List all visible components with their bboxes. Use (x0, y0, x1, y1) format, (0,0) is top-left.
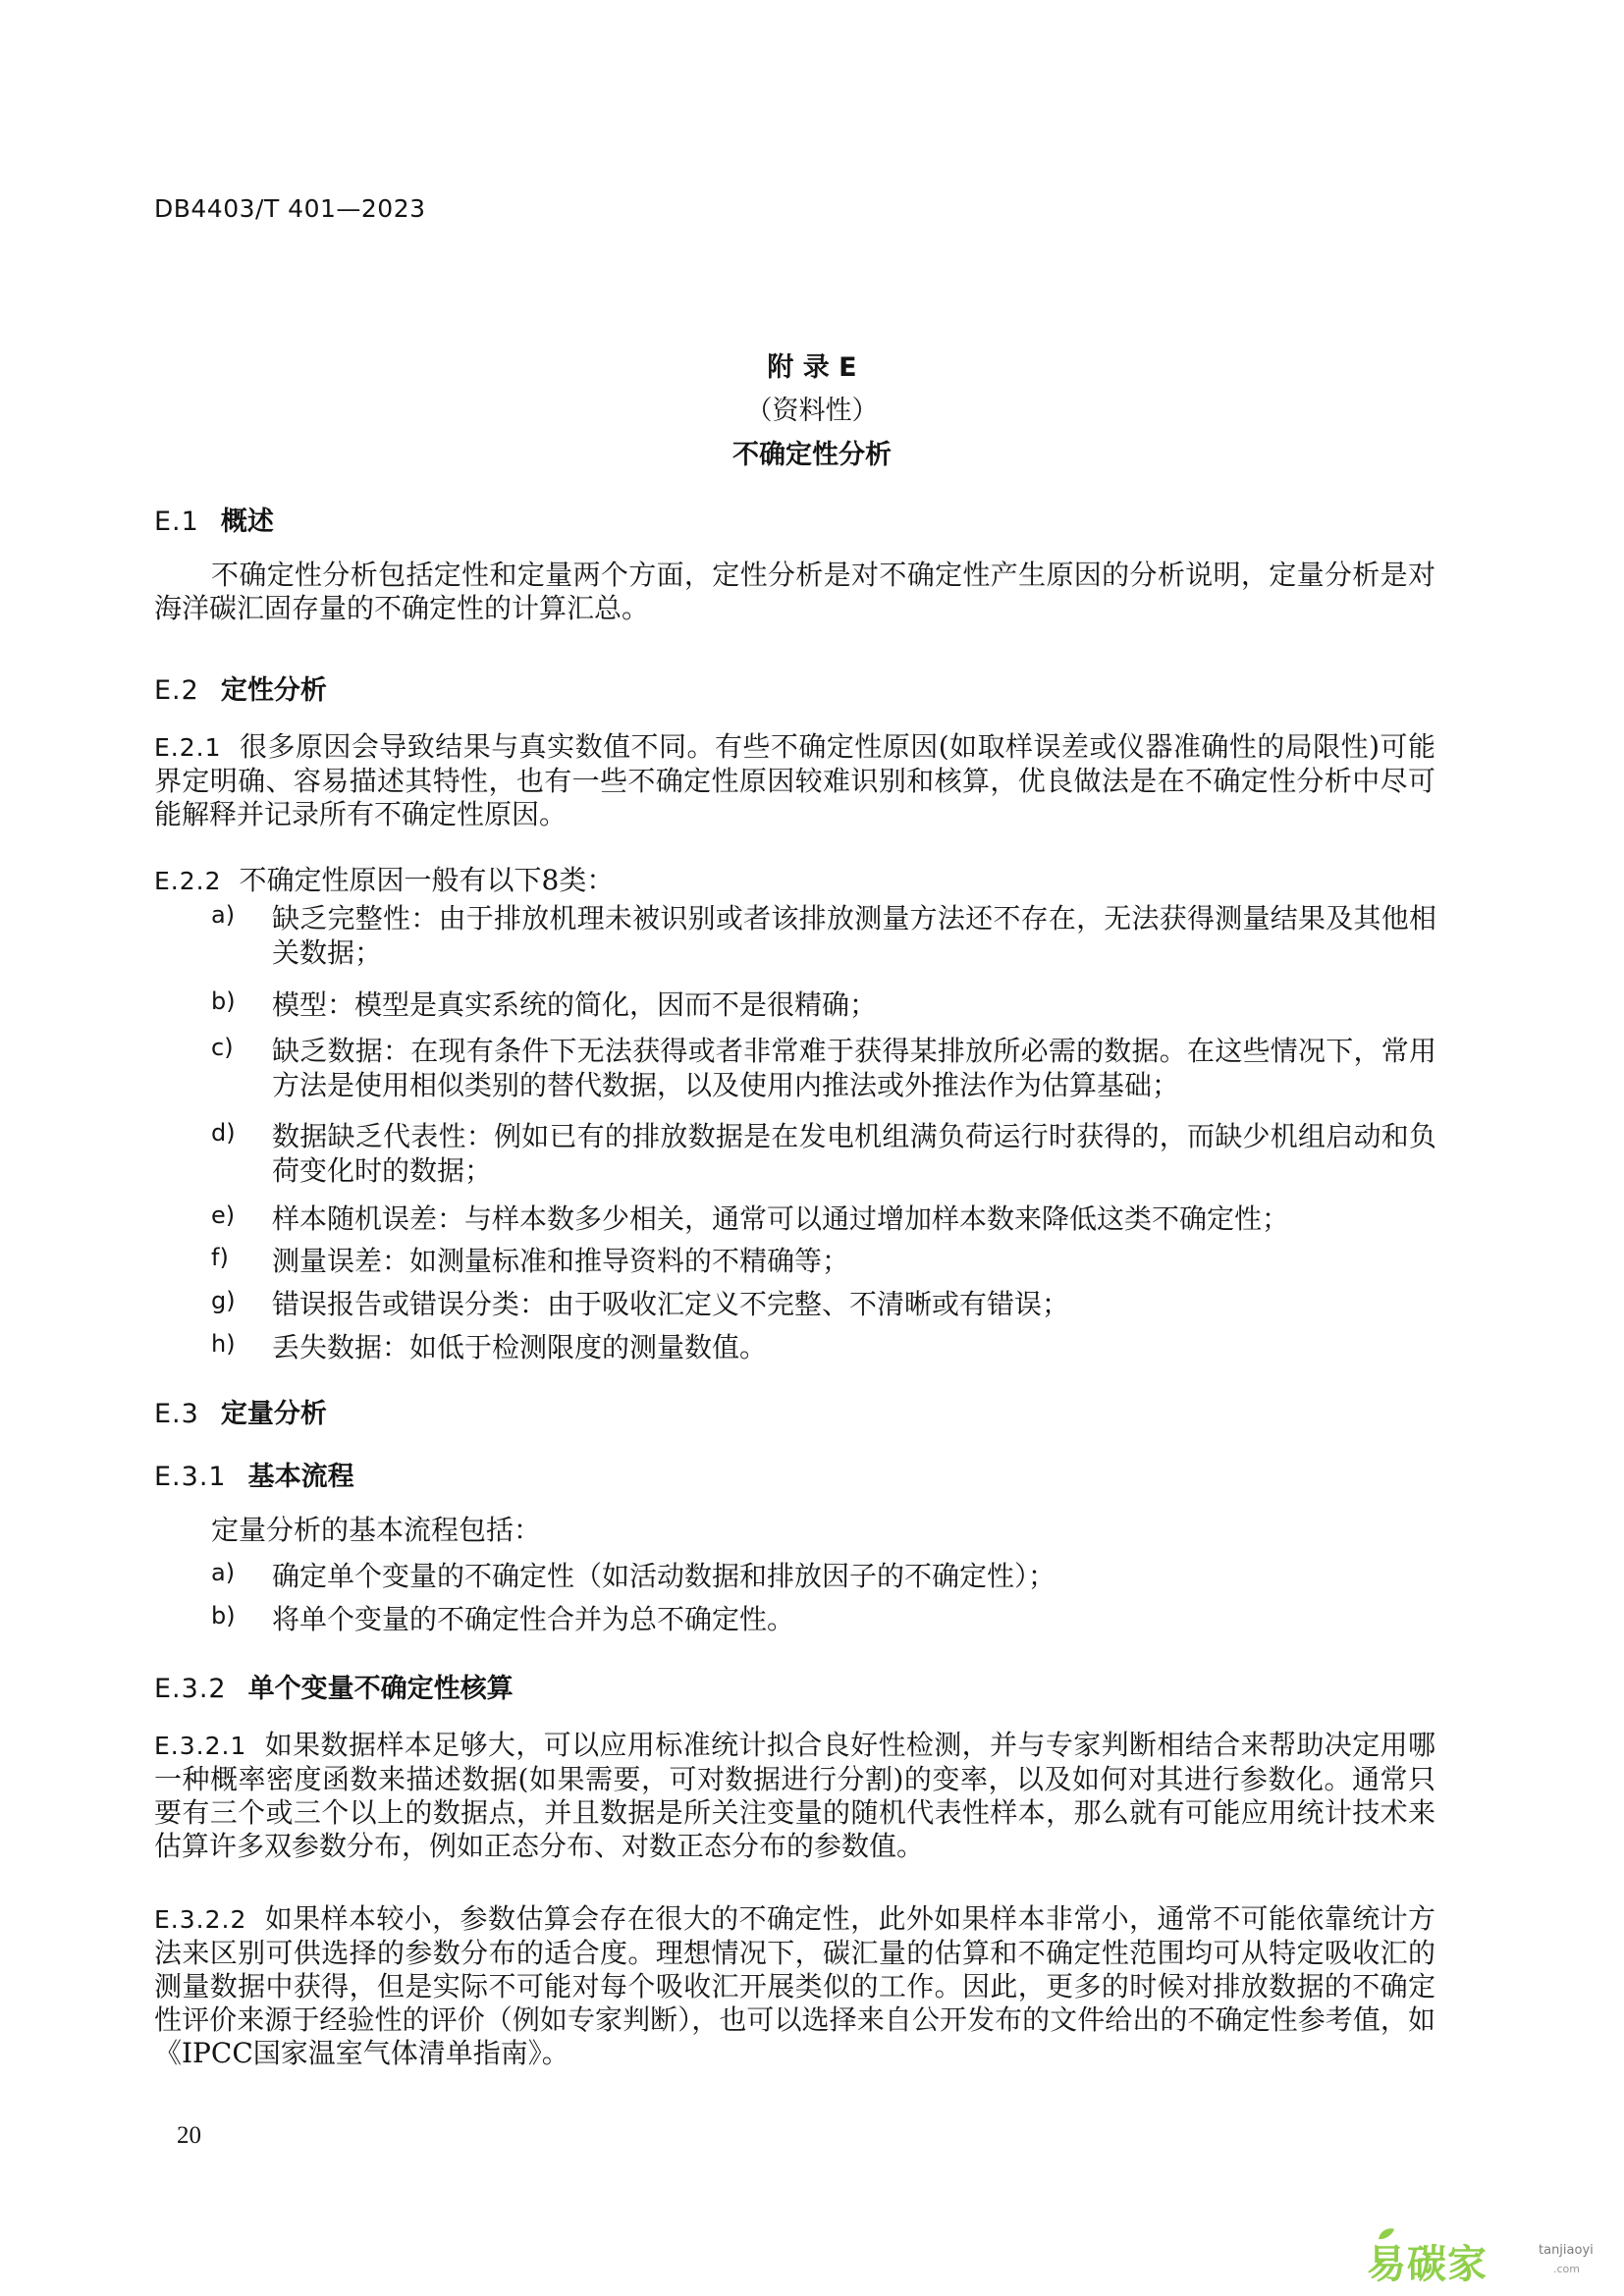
appendix-title: 附 录 E (767, 352, 857, 383)
clause-text: 如果样本较小，参数估算会存在很大的不确定性，此外如果样本非常小，通常不可能依靠统计方法来区别可供选择的参数分布的适合度。理想情况下，碳汇量的估算和不确定性范围均可从特定吸收汇的测量数据中获得，但是实际不可能对每个吸收汇开展类似的工作。因此，更多的时候对排放数据的不确定性评价来源于经验性的评价（例如专家判断），也可以选择来自公开发布的文件给出的不确定性参考值，如《IPCC国家温室气体清单指南》。 (154, 1902, 1435, 2069)
site-watermark (1367, 2233, 1607, 2288)
clause-number: E.3.2.2 (154, 1905, 247, 1934)
section-title: 概述 (220, 507, 274, 537)
clause-number: E.2.2 (154, 867, 222, 895)
list-marker: h) (211, 1330, 236, 1358)
section-number: E.3.2 (154, 1674, 227, 1704)
list-text: 测量误差：如测量标准和推导资料的不精确等； (272, 1245, 850, 1277)
watermark-domain: tanjiaoyi (1539, 2243, 1594, 2258)
section-title: 定量分析 (220, 1399, 327, 1429)
section-heading-e2 (154, 668, 327, 707)
list-marker: d) (211, 1119, 236, 1147)
clause-text: 很多原因会导致结果与真实数值不同。有些不确定性原因(如取样误差或仪器准确性的局限性)可能界定明确、容易描述其特性，也有一些不确定性原因较难识别和核算，优良做法是在不确定性分析中尽可能解释并记录所有不确定性原因。 (154, 730, 1435, 830)
clause-text: 不确定性原因一般有以下8类： (239, 864, 615, 896)
list-text: 缺乏数据：在现有条件下无法获得或者非常难于获得某排放所必需的数据。在这些情况下，常用方法是使用相似类别的替代数据，以及使用内推法或外推法作为估算基础； (272, 1035, 1436, 1101)
list-marker: b) (211, 1602, 236, 1629)
section-number: E.3.1 (154, 1462, 227, 1492)
section-heading-e1 (154, 500, 274, 538)
clause-e3222 (154, 1902, 1435, 2070)
clause-e221 (154, 730, 1435, 831)
list-marker: b) (211, 988, 236, 1015)
clause-e3221 (154, 1729, 1435, 1863)
section-heading-e31 (154, 1455, 354, 1493)
section-number: E.2 (154, 675, 199, 706)
clause-e222 (154, 864, 1435, 898)
clause-number: E.3.2.1 (154, 1732, 247, 1760)
clause-text: 如果数据样本足够大，可以应用标准统计拟合良好性检测，并与专家判断相结合来帮助决定用哪一种概率密度函数来描述数据(如果需要，可对数据进行分割)的变率，以及如何对其进行参数化。通常只要有三个或三个以上的数据点，并且数据是所关注变量的随机代表性样本，那么就有可能应用统计技术来估算许多双参数分布，例如正态分布、对数正态分布的参数值。 (154, 1729, 1435, 1862)
list-text: 确定单个变量的不确定性（如活动数据和排放因子的不确定性）； (272, 1560, 1056, 1592)
list-text: 将单个变量的不确定性合并为总不确定性。 (272, 1603, 795, 1635)
section-title: 基本流程 (247, 1462, 354, 1492)
section-title: 单个变量不确定性核算 (247, 1674, 514, 1704)
list-marker: g) (211, 1287, 236, 1314)
list-marker: e) (211, 1201, 236, 1229)
watermark-text: 易碳家 (1367, 2242, 1488, 2287)
paragraph-e31-intro: 定量分析的基本流程包括： (211, 1514, 542, 1546)
list-marker: f) (211, 1244, 229, 1271)
paragraph-e1: 不确定性分析包括定性和定量两个方面，定性分析是对不确定性产生原因的分析说明，定量分析是对海洋碳汇固存量的不确定性的计算汇总。 (154, 559, 1435, 624)
section-number: E.3 (154, 1399, 199, 1429)
appendix-type: （资料性） (745, 396, 879, 426)
list-text: 缺乏完整性：由于排放机理未被识别或者该排放测量方法还不存在，无法获得测量结果及其他相关数据； (272, 902, 1436, 969)
document-code: DB4403/T 401—2023 (154, 194, 426, 223)
list-text: 样本随机误差：与样本数多少相关，通常可以通过增加样本数来降低这类不确定性； (272, 1202, 1290, 1235)
list-text: 丢失数据：如低于检测限度的测量数值。 (272, 1331, 768, 1363)
list-marker: a) (211, 901, 236, 929)
list-text: 模型：模型是真实系统的简化，因而不是很精确； (272, 988, 878, 1021)
list-text: 错误报告或错误分类：由于吸收汇定义不完整、不清晰或有错误； (272, 1288, 1070, 1320)
list-text: 数据缺乏代表性：例如已有的排放数据是在发电机组满负荷运行时获得的，而缺少机组启动和负荷变化时的数据； (272, 1120, 1436, 1187)
appendix-name: 不确定性分析 (732, 440, 892, 470)
clause-number: E.2.1 (154, 733, 222, 762)
section-heading-e32 (154, 1667, 514, 1705)
section-number: E.1 (154, 507, 199, 537)
list-marker: c) (211, 1034, 234, 1061)
section-title: 定性分析 (220, 675, 327, 706)
list-marker: a) (211, 1559, 236, 1586)
section-heading-e3 (154, 1392, 327, 1430)
page-number: 20 (177, 2122, 201, 2149)
watermark-domain-suffix: .com (1553, 2263, 1580, 2275)
